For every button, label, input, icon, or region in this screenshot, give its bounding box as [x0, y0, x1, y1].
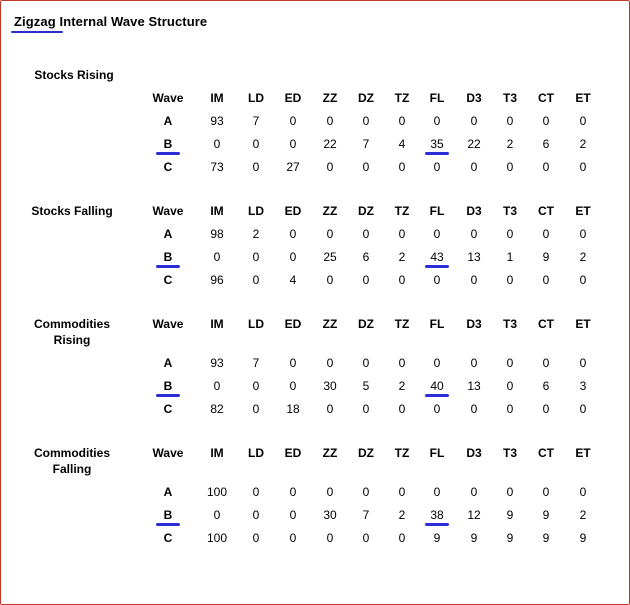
table-cell: 93 [210, 114, 224, 128]
column-header-wave: Wave [152, 446, 184, 460]
column-header-ct: CT [538, 204, 554, 218]
underline-mark-fl [425, 152, 449, 155]
table-cell: 27 [286, 160, 300, 174]
table-cell: 0 [470, 160, 478, 174]
table-cell: 0 [506, 227, 514, 241]
table-cell: 7 [252, 356, 260, 370]
table-cell: 38 [430, 508, 444, 522]
column-header-d3: D3 [466, 317, 482, 331]
table-cell: 13 [467, 250, 481, 264]
underline-mark-wave-b [156, 523, 180, 526]
table-cell: 0 [579, 160, 587, 174]
wave-label-a: A [163, 114, 173, 128]
table-cell: 0 [252, 273, 260, 287]
table-cell: 96 [210, 273, 224, 287]
table-cell: 0 [326, 402, 334, 416]
table-cell: 25 [323, 250, 337, 264]
table-cell: 0 [252, 137, 260, 151]
table-cell: 7 [362, 508, 370, 522]
column-header-t3: T3 [502, 317, 517, 331]
column-header-im: IM [210, 446, 224, 460]
table-cell: 0 [398, 273, 406, 287]
table-cell: 0 [398, 402, 406, 416]
table-cell: 9 [579, 531, 587, 545]
wave-label-b: B [163, 137, 173, 151]
table-cell: 0 [326, 273, 334, 287]
table-cell: 0 [289, 508, 297, 522]
table-cell: 0 [470, 273, 478, 287]
table-cell: 4 [289, 273, 297, 287]
table-cell: 0 [362, 273, 370, 287]
table-cell: 100 [206, 531, 228, 545]
table-cell: 18 [286, 402, 300, 416]
table-cell: 0 [362, 402, 370, 416]
title-underline-mark [11, 31, 63, 33]
column-header-d3: D3 [466, 204, 482, 218]
wave-label-c: C [163, 531, 173, 545]
table-cell: 22 [323, 137, 337, 151]
wave-label-a: A [163, 485, 173, 499]
wave-label-c: C [163, 160, 173, 174]
column-header-ld: LD [248, 446, 264, 460]
table-cell: 7 [252, 114, 260, 128]
table-cell: 9 [433, 531, 441, 545]
table-cell: 0 [289, 114, 297, 128]
table-cell: 0 [579, 402, 587, 416]
table-cell: 0 [289, 356, 297, 370]
table-cell: 0 [506, 160, 514, 174]
table-cell: 6 [542, 137, 550, 151]
wave-label-c: C [163, 273, 173, 287]
column-header-t3: T3 [502, 446, 517, 460]
table-cell: 0 [506, 379, 514, 393]
section-title: Commodities Falling [33, 446, 110, 476]
column-header-fl: FL [429, 204, 445, 218]
table-cell: 0 [252, 402, 260, 416]
column-header-ed: ED [284, 317, 302, 331]
table-cell: 0 [470, 402, 478, 416]
table-cell: 73 [210, 160, 224, 174]
table-cell: 98 [210, 227, 224, 241]
underline-mark-fl [425, 394, 449, 397]
title-zigzag-text: Zigzag [14, 14, 56, 29]
column-header-tz: TZ [394, 446, 410, 460]
table-cell: 4 [398, 137, 406, 151]
table-cell: 0 [542, 402, 550, 416]
column-header-ct: CT [538, 446, 554, 460]
section-title: Stocks Falling [31, 204, 113, 218]
column-header-im: IM [210, 204, 224, 218]
table-cell: 0 [398, 114, 406, 128]
underline-mark-fl [425, 265, 449, 268]
table-cell: 100 [206, 485, 228, 499]
column-header-et: ET [575, 317, 591, 331]
column-header-fl: FL [429, 91, 445, 105]
column-header-wave: Wave [152, 317, 184, 331]
column-header-ld: LD [248, 204, 264, 218]
table-cell: 0 [326, 356, 334, 370]
table-cell: 0 [542, 114, 550, 128]
table-cell: 2 [398, 250, 406, 264]
table-cell: 0 [506, 273, 514, 287]
table-cell: 0 [252, 250, 260, 264]
wave-label-a: A [163, 227, 173, 241]
table-cell: 0 [398, 356, 406, 370]
table-cell: 0 [252, 531, 260, 545]
table-cell: 0 [289, 137, 297, 151]
column-header-ed: ED [284, 91, 302, 105]
column-header-t3: T3 [502, 91, 517, 105]
column-header-fl: FL [429, 446, 445, 460]
table-cell: 0 [289, 379, 297, 393]
column-header-d3: D3 [466, 91, 482, 105]
table-cell: 9 [542, 508, 550, 522]
table-cell: 0 [542, 356, 550, 370]
table-cell: 0 [289, 531, 297, 545]
table-cell: 0 [362, 485, 370, 499]
title-zigzag-word [14, 14, 56, 29]
section-title: Stocks Rising [34, 68, 114, 82]
column-header-ct: CT [538, 91, 554, 105]
table-cell: 0 [542, 485, 550, 499]
table-cell: 0 [433, 160, 441, 174]
column-header-et: ET [575, 91, 591, 105]
column-header-ed: ED [284, 446, 302, 460]
table-cell: 0 [579, 273, 587, 287]
table-cell: 0 [289, 227, 297, 241]
table-cell: 0 [326, 114, 334, 128]
page-title [14, 14, 207, 29]
column-header-dz: DZ [358, 204, 374, 218]
table-cell: 9 [470, 531, 478, 545]
column-header-et: ET [575, 446, 591, 460]
column-header-dz: DZ [358, 446, 374, 460]
table-cell: 9 [506, 508, 514, 522]
table-cell: 13 [467, 379, 481, 393]
column-header-ld: LD [248, 317, 264, 331]
table-cell: 35 [430, 137, 444, 151]
column-header-im: IM [210, 317, 224, 331]
table-cell: 0 [289, 250, 297, 264]
table-cell: 30 [323, 508, 337, 522]
table-cell: 22 [467, 137, 481, 151]
table-cell: 6 [542, 379, 550, 393]
table-cell: 0 [362, 160, 370, 174]
table-cell: 0 [398, 485, 406, 499]
table-cell: 9 [506, 531, 514, 545]
column-header-d3: D3 [466, 446, 482, 460]
table-cell: 0 [398, 531, 406, 545]
table-cell: 2 [506, 137, 514, 151]
table-cell: 0 [252, 160, 260, 174]
table-cell: 1 [506, 250, 514, 264]
table-cell: 0 [470, 485, 478, 499]
table-cell: 0 [579, 485, 587, 499]
table-cell: 0 [213, 508, 221, 522]
table-cell: 12 [467, 508, 481, 522]
table-cell: 2 [398, 508, 406, 522]
table-cell: 5 [362, 379, 370, 393]
wave-label-b: B [163, 379, 173, 393]
underline-mark-fl [425, 523, 449, 526]
table-cell: 2 [252, 227, 260, 241]
table-cell: 0 [433, 356, 441, 370]
table-cell: 0 [433, 227, 441, 241]
table-cell: 3 [579, 379, 587, 393]
column-header-zz: ZZ [322, 91, 338, 105]
table-cell: 43 [430, 250, 444, 264]
table-cell: 0 [433, 114, 441, 128]
column-header-fl: FL [429, 317, 445, 331]
table-cell: 0 [542, 227, 550, 241]
column-header-et: ET [575, 204, 591, 218]
wave-label-c: C [163, 402, 173, 416]
table-cell: 0 [579, 114, 587, 128]
table-cell: 0 [326, 227, 334, 241]
column-header-wave: Wave [152, 204, 184, 218]
table-cell: 0 [579, 227, 587, 241]
table-cell: 0 [213, 137, 221, 151]
table-cell: 2 [579, 508, 587, 522]
table-cell: 0 [579, 356, 587, 370]
table-cell: 0 [398, 227, 406, 241]
table-cell: 0 [362, 356, 370, 370]
table-cell: 0 [433, 485, 441, 499]
table-cell: 0 [252, 485, 260, 499]
table-cell: 0 [362, 531, 370, 545]
column-header-zz: ZZ [322, 204, 338, 218]
table-cell: 93 [210, 356, 224, 370]
table-cell: 0 [213, 250, 221, 264]
column-header-zz: ZZ [322, 446, 338, 460]
column-header-ed: ED [284, 204, 302, 218]
table-cell: 40 [430, 379, 444, 393]
table-cell: 0 [470, 114, 478, 128]
title-rest-text: Internal Wave Structure [59, 14, 208, 29]
table-cell: 0 [506, 114, 514, 128]
table-cell: 0 [252, 379, 260, 393]
wave-label-a: A [163, 356, 173, 370]
table-cell: 0 [542, 273, 550, 287]
section-title: Commodities Rising [33, 317, 110, 347]
table-cell: 0 [252, 508, 260, 522]
column-header-ld: LD [248, 91, 264, 105]
table-cell: 6 [362, 250, 370, 264]
table-cell: 2 [579, 137, 587, 151]
column-header-tz: TZ [394, 317, 410, 331]
column-header-im: IM [210, 91, 224, 105]
table-cell: 0 [470, 227, 478, 241]
table-cell: 0 [506, 356, 514, 370]
table-cell: 0 [433, 273, 441, 287]
table-cell: 2 [398, 379, 406, 393]
column-header-t3: T3 [502, 204, 517, 218]
table-cell: 0 [326, 531, 334, 545]
table-cell: 9 [542, 531, 550, 545]
table-cell: 82 [210, 402, 224, 416]
underline-mark-wave-b [156, 394, 180, 397]
column-header-wave: Wave [152, 91, 184, 105]
table-cell: 9 [542, 250, 550, 264]
table-cell: 0 [506, 402, 514, 416]
column-header-tz: TZ [394, 204, 410, 218]
underline-mark-wave-b [156, 152, 180, 155]
table-cell: 7 [362, 137, 370, 151]
column-header-dz: DZ [358, 91, 374, 105]
table-cell: 0 [506, 485, 514, 499]
column-header-zz: ZZ [322, 317, 338, 331]
table-cell: 0 [213, 379, 221, 393]
wave-label-b: B [163, 250, 173, 264]
table-cell: 0 [362, 227, 370, 241]
column-header-tz: TZ [394, 91, 410, 105]
table-cell: 2 [579, 250, 587, 264]
column-header-dz: DZ [358, 317, 374, 331]
table-cell: 0 [289, 485, 297, 499]
table-cell: 0 [326, 160, 334, 174]
wave-label-b: B [163, 508, 173, 522]
table-cell: 0 [542, 160, 550, 174]
table-cell: 0 [433, 402, 441, 416]
table-cell: 30 [323, 379, 337, 393]
table-cell: 0 [398, 160, 406, 174]
table-cell: 0 [326, 485, 334, 499]
table-cell: 0 [362, 114, 370, 128]
underline-mark-wave-b [156, 265, 180, 268]
table-cell: 0 [470, 356, 478, 370]
column-header-ct: CT [538, 317, 554, 331]
